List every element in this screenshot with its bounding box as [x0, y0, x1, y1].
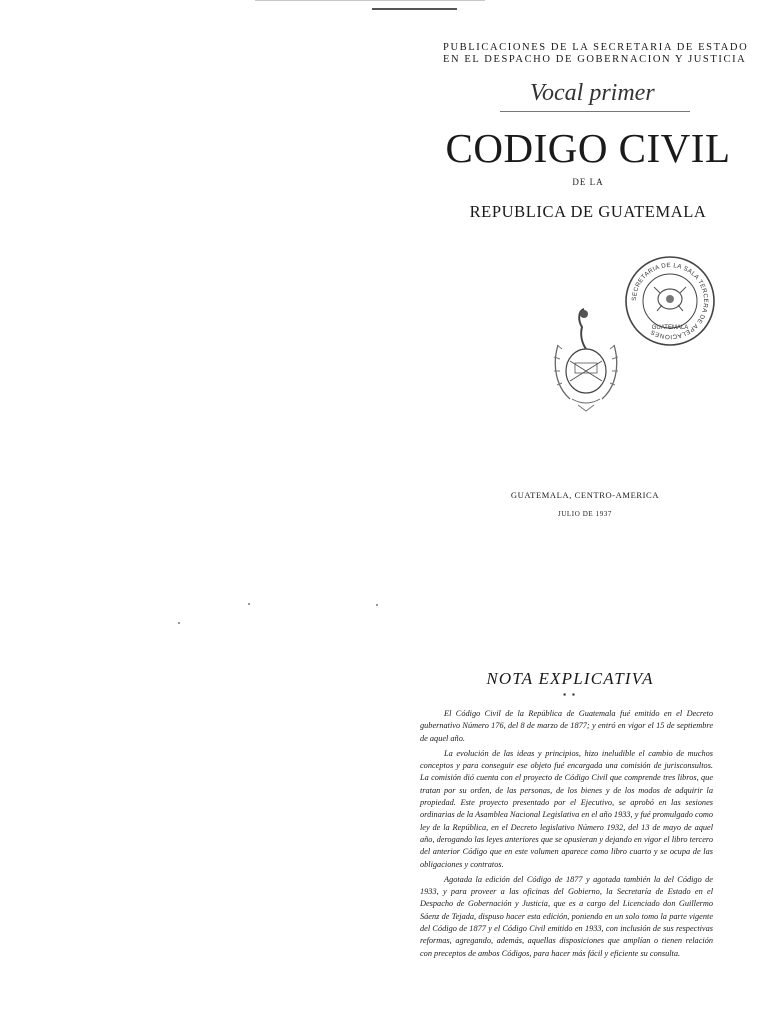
paragraph: El Código Civil de la República de Guatemala fué emitido en el Decreto gubernativo Número 176, del 8 de marzo de 1877; y entró en vigor el 15 de septiembre de aquel año.: [420, 709, 713, 743]
section-title: NOTA EXPLICATIVA: [486, 669, 654, 688]
title-connector: DE LA: [572, 177, 604, 187]
scan-speck: [248, 603, 250, 605]
explanatory-note-body: [420, 708, 713, 963]
imprint-date: JULIO DE 1937: [557, 510, 613, 518]
coat-of-arms-icon: [548, 305, 624, 415]
page-title: CODIGO CIVIL: [445, 125, 731, 171]
paragraph: La evolución de las ideas y principios, hizo ineludible el cambio de muchos conceptos y para conseguir ese objeto fué encargada una comisión de jurisconsultos. La comisión dió cuenta con el proyecto de Código Civil que comprende tres libros, que tratan por su orden, de las personas, de los bienes y de los modos de adquirir la propiedad. Este proyecto presentado por el Ejecutivo, se aprobó en las sesiones ordinarias de la Asamblea Nacional Legislativa en el año 1933, y fué promulgado como ley de la República, en el Decreto legislativo Número 1932, del 13 de mayo de aquel año, derogando las leyes anteriores que se opusieran y dejando en vigor el libro tercero del anterior Código que en este volumen aparece como libro cuarto y se ocupa de las obligaciones y contratos.: [420, 748, 713, 869]
seal-bottom-text: GUATEMALA: [651, 325, 689, 331]
top-edge-line: [255, 0, 485, 1]
handwritten-signature: [530, 74, 690, 108]
publisher-line-1: PUBLICACIONES DE LA SECRETARIA DE ESTADO: [443, 42, 749, 53]
signature-text: Vocal primer: [530, 80, 655, 106]
seal-ring-text: SECRETARIA DE LA SALA TERCERA DE APELACIONES: [630, 261, 710, 341]
paragraph: Agotada la edición del Código de 1877 y agotada también la del Código de 1933, y para proveer a las oficinas del Gobierno, la Secretaría de Estado en el Despacho de Gobernación y Justicia, que es a cargo del Licenciado don Guillermo Sáenz de Tejada, dispuso hacer esta edición, poniendo en un solo tomo la parte vigente del Código de 1877 y el Código Civil emitido en 1933, con inclusión de sus respectivas reformas, agregando, además, aquellas disposiciones que amplían o tienen relación con preceptos de ambos Códigos, para hacer más fácil y eficiente su consulta.: [420, 874, 713, 958]
court-seal-stamp: [624, 255, 716, 347]
title-ornament: ▪ ▪: [563, 690, 577, 699]
scan-speck: [376, 604, 378, 606]
publisher-line-2: EN EL DESPACHO DE GOBERNACION Y JUSTICIA: [443, 54, 747, 65]
imprint-place: GUATEMALA, CENTRO-AMERICA: [510, 490, 660, 500]
seal-emblem-icon: [654, 287, 686, 311]
top-pen-mark: [372, 8, 457, 10]
scan-speck: [178, 622, 180, 624]
signature-underline: [500, 111, 690, 112]
title-country: REPUBLICA DE GUATEMALA: [469, 202, 707, 221]
